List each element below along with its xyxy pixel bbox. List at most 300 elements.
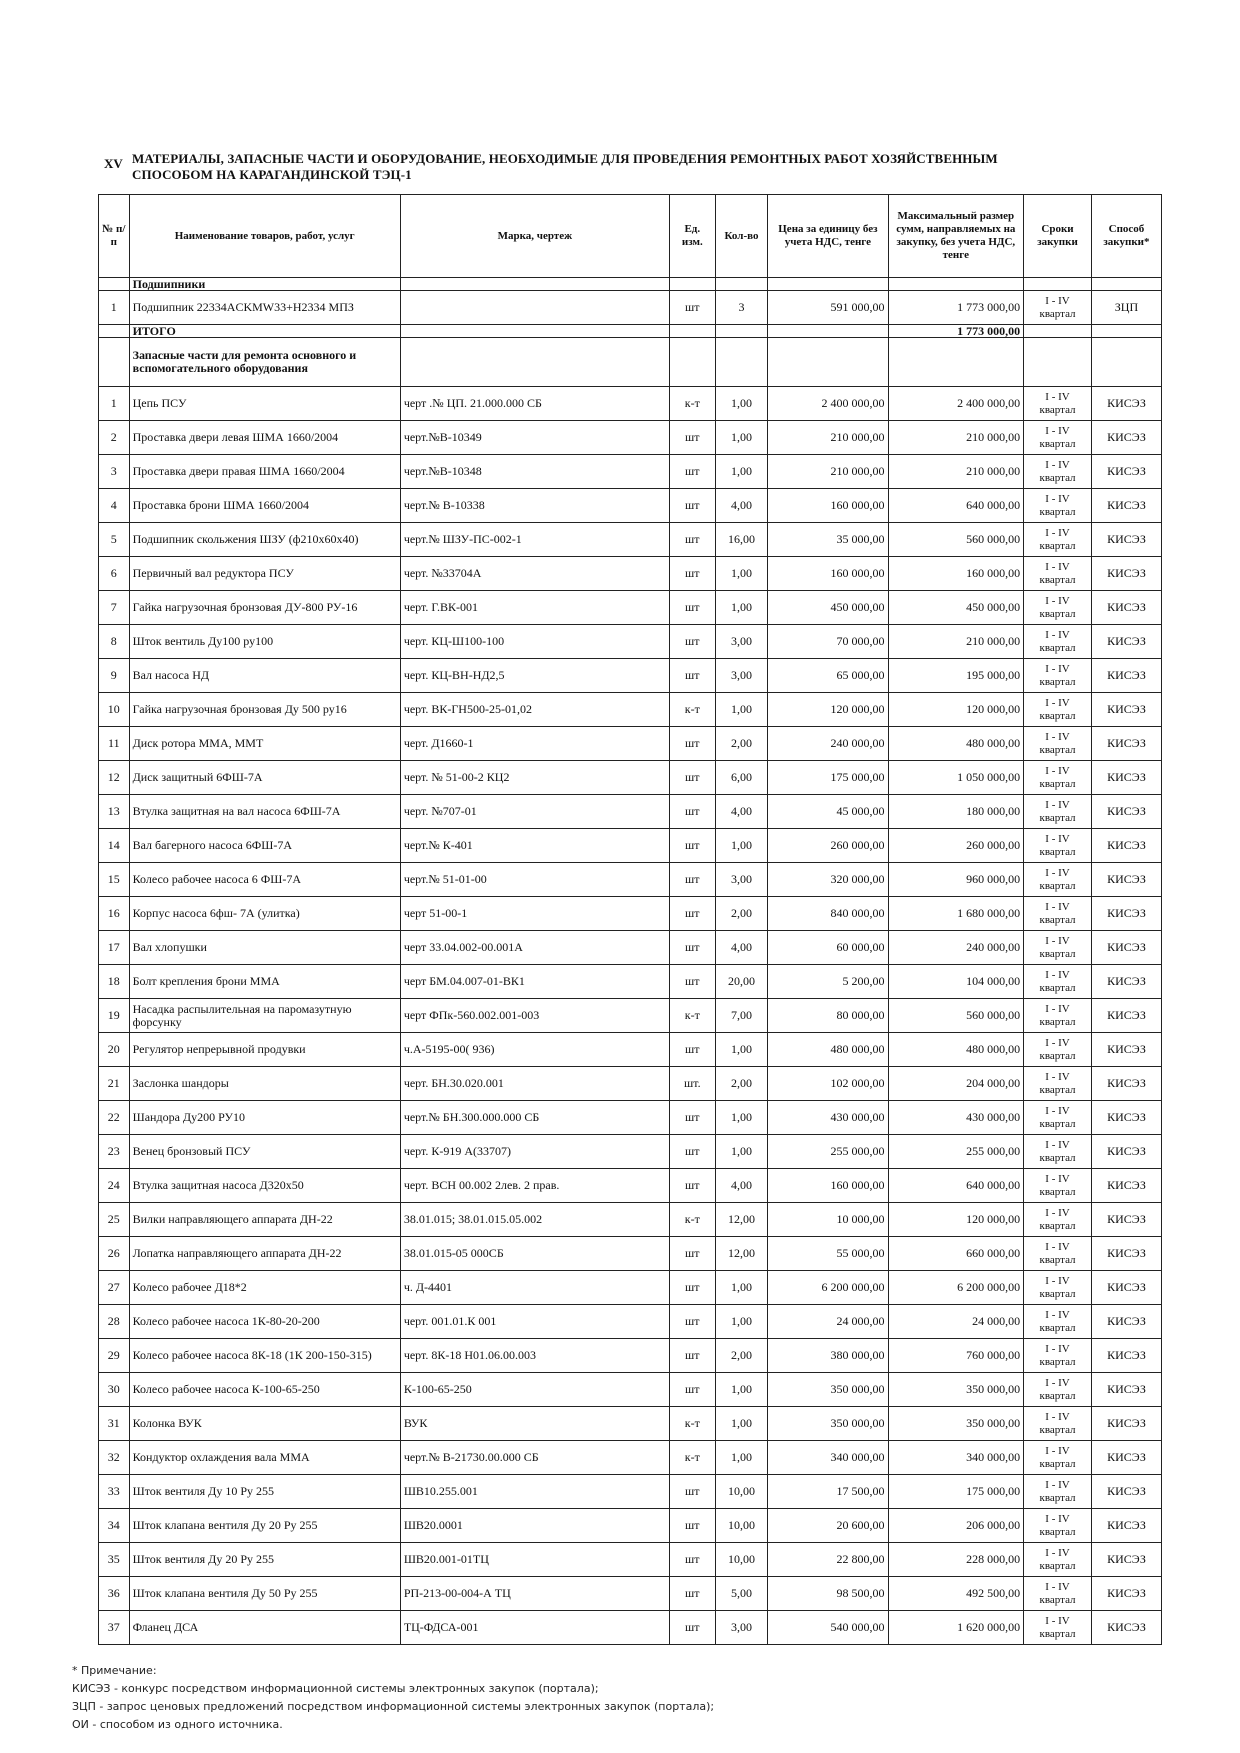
table-row [99,1475,1162,1509]
cell-term: I - IV квартал [1024,421,1092,455]
cell-term: I - IV квартал [1024,897,1092,931]
cell-term: I - IV квартал [1024,1577,1092,1611]
cell-method: КИСЭЗ [1091,795,1161,829]
cell-num: 4 [99,489,130,523]
cell-num: 22 [99,1101,130,1135]
cell-qty: 1,00 [715,1305,767,1339]
cell-unit: шт [669,1033,715,1067]
cell-name: Вал багерного насоса 6ФШ-7А [129,829,400,863]
cell-name: Корпус насоса 6фш- 7А (улитка) [129,897,400,931]
cell-unit: шт [669,965,715,999]
cell-unit: шт [669,1373,715,1407]
cell-num: 35 [99,1543,130,1577]
cell-unit: шт [669,1135,715,1169]
cell-price: 80 000,00 [768,999,888,1033]
cell-unit: шт [669,591,715,625]
cell-method: КИСЭЗ [1091,1611,1161,1645]
cell-max: 340 000,00 [888,1441,1024,1475]
cell-price: 120 000,00 [768,693,888,727]
table-row [99,523,1162,557]
cell-term: I - IV квартал [1024,1101,1092,1135]
cell-name: Колонка ВУК [129,1407,400,1441]
cell-num: 8 [99,625,130,659]
footnotes [72,1662,714,1734]
cell-qty: 1,00 [715,591,767,625]
cell-max: 228 000,00 [888,1543,1024,1577]
table-row [99,761,1162,795]
cell-price: 70 000,00 [768,625,888,659]
cell-unit: шт [669,1543,715,1577]
table-row [99,1169,1162,1203]
note-line: КИСЭЗ - конкурс посредством информационной системы электронных закупок (портала); [72,1682,599,1695]
cell-num: 31 [99,1407,130,1441]
header-name: Наименование товаров, работ, услуг [129,195,400,278]
table-row [99,829,1162,863]
cell-price: 175 000,00 [768,761,888,795]
cell-qty: 2,00 [715,1067,767,1101]
cell-name: Регулятор непрерывной продувки [129,1033,400,1067]
cell-term: I - IV квартал [1024,387,1092,421]
cell-mark: черт. № 51-00-2 КЦ2 [400,761,669,795]
cell-mark: РП-213-00-004-А ТЦ [400,1577,669,1611]
cell-qty: 1,00 [715,1373,767,1407]
cell-unit: к-т [669,387,715,421]
cell-method: КИСЭЗ [1091,1441,1161,1475]
cell-mark: черт.№ К-401 [400,829,669,863]
table-row [99,291,1162,325]
cell-qty: 2,00 [715,727,767,761]
cell-name: Гайка нагрузочная бронзовая ДУ-800 РУ-16 [129,591,400,625]
cell-mark: К-100-65-250 [400,1373,669,1407]
table-row [99,965,1162,999]
cell-term: I - IV квартал [1024,1475,1092,1509]
cell-term: I - IV квартал [1024,693,1092,727]
cell-method: КИСЭЗ [1091,1101,1161,1135]
cell-term: I - IV квартал [1024,1441,1092,1475]
cell-price: 22 800,00 [768,1543,888,1577]
cell-mark: черт. Д1660-1 [400,727,669,761]
cell-unit: к-т [669,693,715,727]
cell-max: 1 620 000,00 [888,1611,1024,1645]
cell-qty: 3,00 [715,863,767,897]
cell-name: Колесо рабочее Д18*2 [129,1271,400,1305]
table-row [99,897,1162,931]
cell-term: I - IV квартал [1024,999,1092,1033]
cell-term: I - IV квартал [1024,1339,1092,1373]
cell-term: I - IV квартал [1024,1135,1092,1169]
cell-max: 120 000,00 [888,693,1024,727]
cell-qty: 1,00 [715,1101,767,1135]
cell-max: 640 000,00 [888,489,1024,523]
cell-name: Болт крепления брони ММА [129,965,400,999]
cell-term: I - IV квартал [1024,1407,1092,1441]
cell-term: I - IV квартал [1024,557,1092,591]
cell-price: 35 000,00 [768,523,888,557]
table-row [99,455,1162,489]
cell-num: 1 [99,387,130,421]
cell-num: 26 [99,1237,130,1271]
cell-price: 840 000,00 [768,897,888,931]
cell-name: Вилки направляющего аппарата ДН-22 [129,1203,400,1237]
cell-price: 350 000,00 [768,1407,888,1441]
cell-method: КИСЭЗ [1091,1033,1161,1067]
cell-mark: ТЦ-ФДСА-001 [400,1611,669,1645]
cell-qty: 1,00 [715,387,767,421]
cell-price: 98 500,00 [768,1577,888,1611]
section-number: XV [104,156,123,171]
cell-mark: черт. БН.30.020.001 [400,1067,669,1101]
cell-name: Шток вентиля Ду 20 Ру 255 [129,1543,400,1577]
cell-unit: шт [669,1509,715,1543]
cell-max: 560 000,00 [888,523,1024,557]
cell-price: 5 200,00 [768,965,888,999]
note-line: ОИ - способом из одного источника. [72,1718,283,1731]
cell-qty: 4,00 [715,795,767,829]
cell-qty: 3,00 [715,659,767,693]
cell-max: 175 000,00 [888,1475,1024,1509]
cell-mark: черт.№В-10348 [400,455,669,489]
cell-max: 195 000,00 [888,659,1024,693]
note-line: * Примечание: [72,1664,157,1677]
cell-price: 350 000,00 [768,1373,888,1407]
table-row [99,489,1162,523]
cell-name: Кондуктор охлаждения вала ММА [129,1441,400,1475]
cell-price: 260 000,00 [768,829,888,863]
table-row [99,1135,1162,1169]
cell-num: 32 [99,1441,130,1475]
cell-max: 180 000,00 [888,795,1024,829]
cell-unit: шт [669,1237,715,1271]
cell-method: КИСЭЗ [1091,1271,1161,1305]
cell-num: 27 [99,1271,130,1305]
cell-mark: ВУК [400,1407,669,1441]
table-row [99,625,1162,659]
cell-mark: черт. КЦ-Ш100-100 [400,625,669,659]
cell-unit: шт [669,489,715,523]
cell-max: 350 000,00 [888,1407,1024,1441]
cell-max: 210 000,00 [888,421,1024,455]
cell-name: Шток вентиля Ду 10 Ру 255 [129,1475,400,1509]
cell-method: КИСЭЗ [1091,421,1161,455]
table-row [99,591,1162,625]
cell-unit: шт [669,1305,715,1339]
cell-term: I - IV квартал [1024,1305,1092,1339]
cell-num: 10 [99,693,130,727]
cell-mark: черт. 001.01.К 001 [400,1305,669,1339]
cell-name: Диск защитный 6ФШ-7А [129,761,400,795]
cell-max: 6 200 000,00 [888,1271,1024,1305]
cell-price: 45 000,00 [768,795,888,829]
cell-num: 14 [99,829,130,863]
cell-max: 210 000,00 [888,625,1024,659]
cell-mark: 38.01.015-05 000СБ [400,1237,669,1271]
cell-qty: 1,00 [715,1407,767,1441]
cell-name: Вал насоса НД [129,659,400,693]
cell-term: I - IV квартал [1024,1509,1092,1543]
cell-name: Проставка брони ШМА 1660/2004 [129,489,400,523]
cell-num: 29 [99,1339,130,1373]
cell-term: I - IV квартал [1024,931,1092,965]
cell-max: 204 000,00 [888,1067,1024,1101]
cell-mark: черт. №33704А [400,557,669,591]
cell-max: 640 000,00 [888,1169,1024,1203]
table-row [99,1373,1162,1407]
cell-method: КИСЭЗ [1091,1305,1161,1339]
cell-method: КИСЭЗ [1091,557,1161,591]
cell-method: КИСЭЗ [1091,1577,1161,1611]
cell-unit: к-т [669,1407,715,1441]
cell-price: 380 000,00 [768,1339,888,1373]
cell-max: 1 050 000,00 [888,761,1024,795]
cell-term: I - IV квартал [1024,659,1092,693]
cell-term: I - IV квартал [1024,1271,1092,1305]
cell-num: 37 [99,1611,130,1645]
cell-mark: черт. 8К-18 Н01.06.00.003 [400,1339,669,1373]
cell-qty: 4,00 [715,489,767,523]
cell-max: 160 000,00 [888,557,1024,591]
cell-name: Колесо рабочее насоса 1К-80-20-200 [129,1305,400,1339]
cell-method: КИСЭЗ [1091,1169,1161,1203]
cell-num: 15 [99,863,130,897]
cell-mark: черт 33.04.002-00.001А [400,931,669,965]
cell-mark: черт.№В-10349 [400,421,669,455]
cell-unit: шт [669,557,715,591]
cell-unit: шт [669,761,715,795]
cell-name: Шток клапана вентиля Ду 50 Ру 255 [129,1577,400,1611]
cell-unit: шт [669,1577,715,1611]
cell-qty: 2,00 [715,897,767,931]
cell-unit: шт [669,1611,715,1645]
cell-mark: черт. ВСН 00.002 2лев. 2 прав. [400,1169,669,1203]
cell-qty: 4,00 [715,931,767,965]
cell-max: 480 000,00 [888,727,1024,761]
cell-method: ЗЦП [1091,291,1161,325]
cell-name: Колесо рабочее насоса 8К-18 (1К 200-150-315) [129,1339,400,1373]
cell-unit: шт [669,455,715,489]
cell-mark: черт.№ 51-01-00 [400,863,669,897]
cell-method: КИСЭЗ [1091,1237,1161,1271]
cell-num: 5 [99,523,130,557]
cell-num: 25 [99,1203,130,1237]
cell-mark: черт 51-00-1 [400,897,669,931]
cell-max: 210 000,00 [888,455,1024,489]
cell-name: Лопатка направляющего аппарата ДН-22 [129,1237,400,1271]
header-max: Максимальный размер сумм, направляемых на закупку, без учета НДС, тенге [888,195,1024,278]
cell-name: Втулка защитная насоса Д320х50 [129,1169,400,1203]
cell-num: 19 [99,999,130,1033]
cell-term: I - IV квартал [1024,489,1092,523]
header-unit: Ед. изм. [669,195,715,278]
table-row [99,1509,1162,1543]
cell-qty: 1,00 [715,1135,767,1169]
table-row [99,1407,1162,1441]
cell-mark: черт.№ ШЗУ-ПС-002-1 [400,523,669,557]
table-row [99,727,1162,761]
cell-term: I - IV квартал [1024,761,1092,795]
cell-price: 340 000,00 [768,1441,888,1475]
table-row [99,1101,1162,1135]
cell-max: 1 680 000,00 [888,897,1024,931]
cell-max: 560 000,00 [888,999,1024,1033]
cell-term: I - IV квартал [1024,1203,1092,1237]
table-row [99,1203,1162,1237]
cell-price: 450 000,00 [768,591,888,625]
cell-name: Колесо рабочее насоса К-100-65-250 [129,1373,400,1407]
cell-num: 34 [99,1509,130,1543]
group-title: Подшипники [129,278,400,291]
cell-term: I - IV квартал [1024,1373,1092,1407]
cell-method: КИСЭЗ [1091,863,1161,897]
cell-method: КИСЭЗ [1091,1509,1161,1543]
cell-name: Диск ротора ММА, ММТ [129,727,400,761]
cell-name: Проставка двери правая ШМА 1660/2004 [129,455,400,489]
cell-price: 320 000,00 [768,863,888,897]
cell-name: Цепь ПСУ [129,387,400,421]
cell-method: КИСЭЗ [1091,1407,1161,1441]
cell-method: КИСЭЗ [1091,931,1161,965]
cell-mark: ч.А-5195-00( 936) [400,1033,669,1067]
cell-max: 492 500,00 [888,1577,1024,1611]
cell-qty: 3 [715,291,767,325]
cell-method: КИСЭЗ [1091,455,1161,489]
section-title: МАТЕРИАЛЫ, ЗАПАСНЫЕ ЧАСТИ И ОБОРУДОВАНИЕ, НЕОБХОДИМЫЕ ДЛЯ ПРОВЕДЕНИЯ РЕМОНТНЫХ РАБОТ ХОЗЯЙСТВЕННЫМ СПОСОБОМ НА КАРАГАНДИНСКОЙ ТЭЦ-1 [132,151,998,182]
group-row-bearings [99,278,1162,291]
cell-price: 60 000,00 [768,931,888,965]
cell-method: КИСЭЗ [1091,489,1161,523]
cell-name: Подшипник скольжения ШЗУ (ф210х60х40) [129,523,400,557]
cell-qty: 4,00 [715,1169,767,1203]
header-method: Способ закупки* [1091,195,1161,278]
cell-qty: 1,00 [715,557,767,591]
cell-max: 450 000,00 [888,591,1024,625]
cell-method: КИСЭЗ [1091,897,1161,931]
cell-qty: 12,00 [715,1203,767,1237]
cell-name: Втулка защитная на вал насоса 6ФШ-7А [129,795,400,829]
cell-name: Фланец ДСА [129,1611,400,1645]
cell-unit: шт [669,829,715,863]
cell-mark: черт. К-919 А(33707) [400,1135,669,1169]
cell-method: КИСЭЗ [1091,523,1161,557]
cell-unit: шт [669,421,715,455]
cell-qty: 5,00 [715,1577,767,1611]
table-row [99,1271,1162,1305]
cell-name: Колесо рабочее насоса 6 ФШ-7А [129,863,400,897]
cell-num: 7 [99,591,130,625]
header-num: № п/п [99,195,130,278]
table-row [99,1441,1162,1475]
cell-price: 210 000,00 [768,421,888,455]
cell-mark: ШВ10.255.001 [400,1475,669,1509]
cell-max: 760 000,00 [888,1339,1024,1373]
cell-qty: 10,00 [715,1543,767,1577]
cell-qty: 1,00 [715,1033,767,1067]
cell-unit: шт [669,897,715,931]
cell-mark: ШВ20.0001 [400,1509,669,1543]
cell-name: Гайка нагрузочная бронзовая Ду 500 ру16 [129,693,400,727]
cell-qty: 3,00 [715,625,767,659]
cell-term: I - IV квартал [1024,1033,1092,1067]
cell-unit: шт [669,1101,715,1135]
cell-unit: шт [669,1169,715,1203]
cell-term: I - IV квартал [1024,1067,1092,1101]
cell-num: 13 [99,795,130,829]
total-row [99,325,1162,338]
cell-price: 210 000,00 [768,455,888,489]
cell-price: 2 400 000,00 [768,387,888,421]
cell-num: 23 [99,1135,130,1169]
cell-num: 16 [99,897,130,931]
table-row [99,1543,1162,1577]
cell-price: 255 000,00 [768,1135,888,1169]
table-row [99,421,1162,455]
cell-name: Венец бронзовый ПСУ [129,1135,400,1169]
cell-unit: к-т [669,1203,715,1237]
cell-mark: черт БМ.04.007-01-ВК1 [400,965,669,999]
cell-price: 430 000,00 [768,1101,888,1135]
cell-qty: 1,00 [715,1441,767,1475]
table-row [99,1577,1162,1611]
cell-price: 591 000,00 [768,291,888,325]
table-row [99,863,1162,897]
cell-method: КИСЭЗ [1091,1339,1161,1373]
cell-method: КИСЭЗ [1091,1203,1161,1237]
cell-term: I - IV квартал [1024,1543,1092,1577]
cell-max: 240 000,00 [888,931,1024,965]
cell-qty: 1,00 [715,829,767,863]
cell-num: 9 [99,659,130,693]
cell-max: 430 000,00 [888,1101,1024,1135]
cell-term: I - IV квартал [1024,965,1092,999]
cell-mark: черт. ВК-ГН500-25-01,02 [400,693,669,727]
cell-unit: шт [669,1339,715,1373]
cell-price: 6 200 000,00 [768,1271,888,1305]
cell-method: КИСЭЗ [1091,1543,1161,1577]
header-mark: Марка, чертеж [400,195,669,278]
cell-unit: шт. [669,1067,715,1101]
table-header-row [99,195,1162,278]
cell-num: 11 [99,727,130,761]
table-row [99,1033,1162,1067]
table-row [99,999,1162,1033]
cell-num: 3 [99,455,130,489]
table-row [99,1067,1162,1101]
cell-qty: 16,00 [715,523,767,557]
cell-qty: 3,00 [715,1611,767,1645]
cell-method: КИСЭЗ [1091,1475,1161,1509]
cell-name: Проставка двери левая ШМА 1660/2004 [129,421,400,455]
cell-term: I - IV квартал [1024,591,1092,625]
table-row [99,693,1162,727]
cell-unit: шт [669,863,715,897]
cell-price: 160 000,00 [768,489,888,523]
cell-qty: 1,00 [715,455,767,489]
cell-price: 480 000,00 [768,1033,888,1067]
cell-method: КИСЭЗ [1091,965,1161,999]
cell-qty: 6,00 [715,761,767,795]
cell-unit: шт [669,931,715,965]
cell-mark: ШВ20.001-01ТЦ [400,1543,669,1577]
cell-name: Шток вентиль Ду100 ру100 [129,625,400,659]
cell-price: 240 000,00 [768,727,888,761]
cell-qty: 10,00 [715,1509,767,1543]
total-label: ИТОГО [129,325,400,338]
cell-mark: черт ФПк-560.002.001-003 [400,999,669,1033]
cell-name: Заслонка шандоры [129,1067,400,1101]
cell-name: Первичный вал редуктора ПСУ [129,557,400,591]
table-row [99,1305,1162,1339]
cell-mark: черт.№ В-10338 [400,489,669,523]
cell-name: Шток клапана вентиля Ду 20 Ру 255 [129,1509,400,1543]
